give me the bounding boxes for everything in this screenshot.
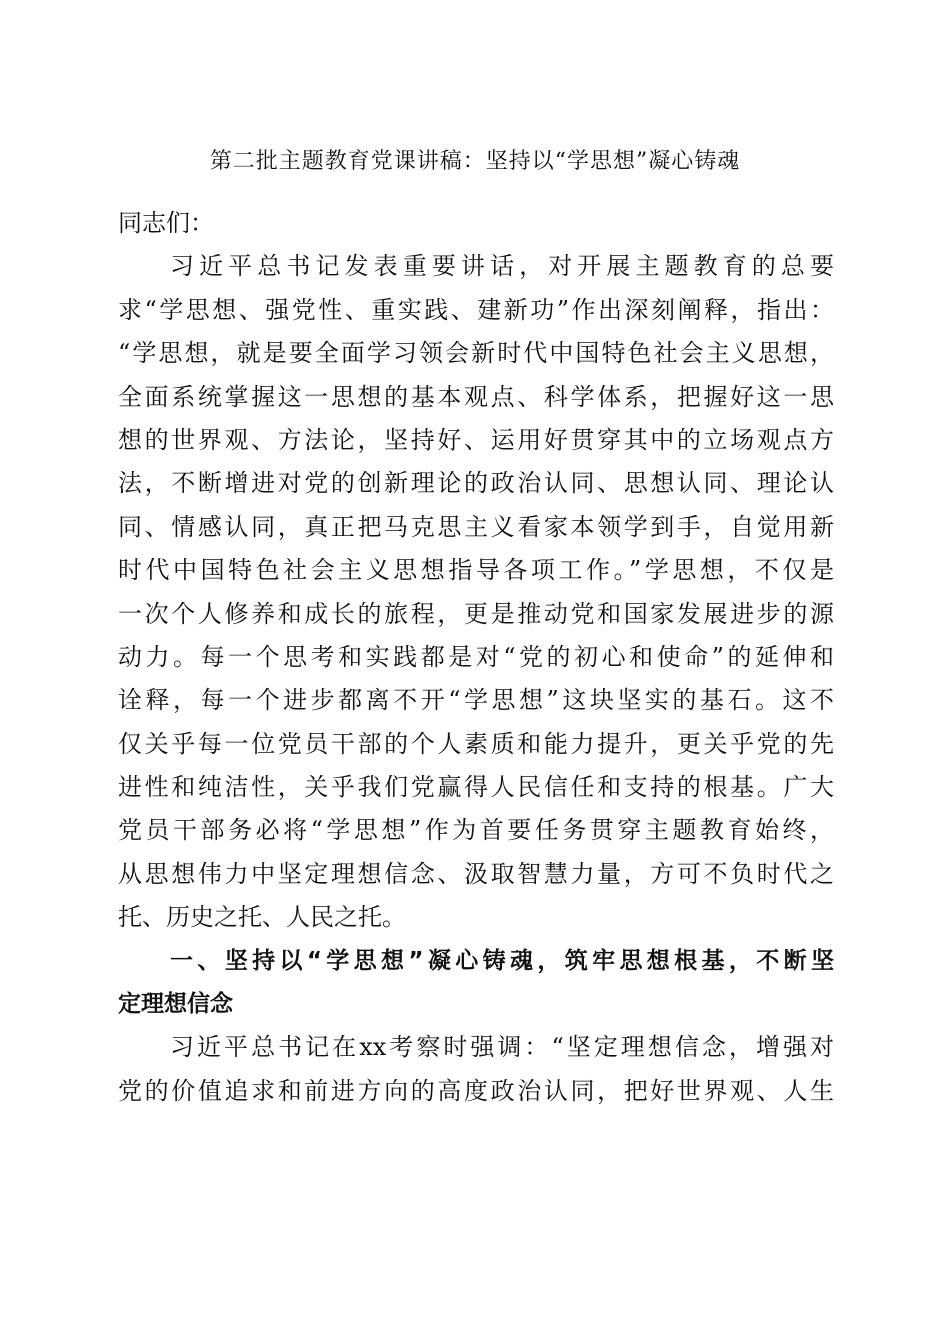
paragraph-line: 法，不断增进对党的创新理论的政治认同、思想认同、理论认 — [118, 469, 834, 498]
paragraph-line: 党的价值追求和前进方向的高度政治认同，把好世界观、人生 — [118, 1076, 834, 1105]
paragraph-line: 全面系统掌握这一思想的基本观点、科学体系，把握好这一思 — [118, 382, 834, 411]
paragraph-line: 党员干部务必将“学思想”作为首要任务贯穿主题教育始终， — [118, 816, 834, 845]
section-heading-line: 定理想信念 — [118, 991, 233, 1018]
paragraph-line: 习近平总书记在xx考察时强调：“坚定理想信念，增强对 — [170, 1033, 834, 1062]
section-heading-line: 一、坚持以“学思想”凝心铸魂，筑牢思想根基，不断坚 — [170, 947, 834, 974]
paragraph-line: 托、历史之托、人民之托。 — [118, 903, 406, 932]
paragraph-line: 一次个人修养和成长的旅程，更是推动党和国家发展进步的源 — [118, 599, 834, 628]
paragraph-line: 求“学思想、强党性、重实践、建新功”作出深刻阐释，指出： — [118, 295, 834, 324]
paragraph-line: 仅关乎每一位党员干部的个人素质和能力提升，更关乎党的先 — [118, 729, 834, 758]
paragraph-line: 想的世界观、方法论，坚持好、运用好贯穿其中的立场观点方 — [118, 425, 834, 454]
paragraph-line: 从思想伟力中坚定理想信念、汲取智慧力量，方可不负时代之 — [118, 859, 834, 888]
document-title: 第二批主题教育党课讲稿：坚持以“学思想”凝心铸魂 — [209, 149, 741, 174]
paragraph-line: 同、情感认同，真正把马克思主义看家本领学到手，自觉用新 — [118, 512, 834, 541]
paragraph-line: 诠释，每一个进步都离不开“学思想”这块坚实的基石。这不 — [118, 686, 834, 715]
document-body — [118, 202, 834, 1113]
paragraph-line: “学思想，就是要全面学习领会新时代中国特色社会主义思想， — [118, 339, 834, 368]
salutation: 同志们： — [118, 209, 214, 237]
paragraph-line: 习近平总书记发表重要讲话，对开展主题教育的总要 — [170, 252, 834, 281]
paragraph-line: 进性和纯洁性，关乎我们党赢得人民信任和支持的根基。广大 — [118, 773, 834, 802]
paragraph-line: 时代中国特色社会主义思想指导各项工作。”学思想，不仅是 — [118, 556, 834, 585]
paragraph-line: 动力。每一个思考和实践都是对“党的初心和使命”的延伸和 — [118, 642, 834, 671]
